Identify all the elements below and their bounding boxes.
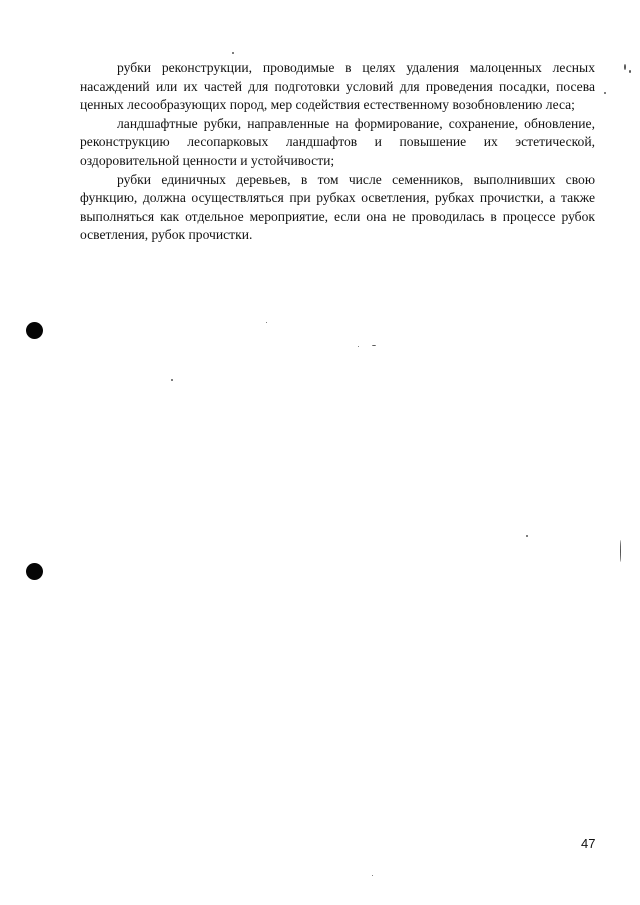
paragraph-reconstruction-cuttings: рубки реконструкции, проводимые в целях удаления малоценных лесных насаждений или их частей для подготовки условий для проведения посадки, посева ценных лесообразующих пород, мер содействия естественному возобновлению леса; (80, 60, 595, 113)
scan-speck (372, 345, 376, 346)
scan-speck (171, 379, 173, 381)
body-text (80, 59, 595, 245)
punch-hole-icon (26, 322, 43, 339)
page-number: 47 (581, 836, 596, 851)
scan-speck (526, 535, 528, 537)
scan-speck (232, 52, 234, 54)
scan-speck (629, 70, 631, 73)
scan-speck (620, 540, 621, 562)
scan-speck (266, 322, 267, 323)
scan-speck (624, 64, 626, 70)
scan-speck (358, 346, 359, 347)
punch-hole-icon (26, 563, 43, 580)
paragraph-landscape-cuttings: ландшафтные рубки, направленные на формирование, сохранение, обновление, реконструкцию лесопарковых ландшафтов и повышение их эстетической, оздоровительной ценности и устойчивости; (80, 115, 595, 168)
scan-speck (604, 92, 606, 94)
paragraph-single-tree-cuttings: рубки единичных деревьев, в том числе семенников, выполнивших свою функцию, должна осуществляться при рубках осветления, рубках прочистки, а также выполняться как отдельное мероприятие, если она не проводилась в процессе рубок осветления, рубок прочистки. (80, 171, 595, 243)
scan-speck (372, 875, 373, 876)
